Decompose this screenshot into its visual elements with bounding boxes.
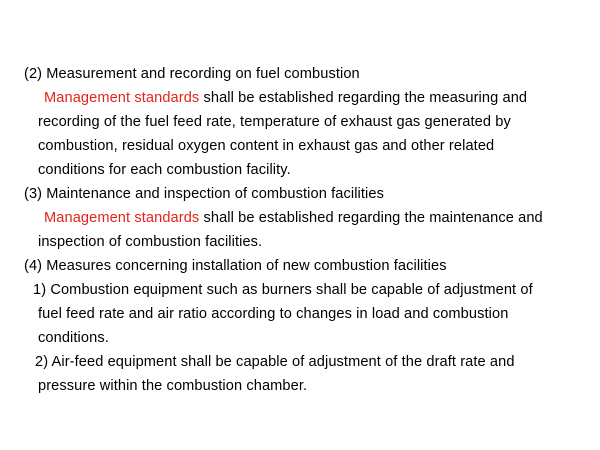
management-standards-highlight: Management standards <box>44 210 200 226</box>
section-4-item-1-line-3: conditions. <box>38 330 109 346</box>
section-4-item-2-line-2: pressure within the combustion chamber. <box>38 378 308 394</box>
section-3-paragraph-line-2: inspection of combustion facilities. <box>38 234 263 250</box>
section-2-paragraph-line-2: recording of the fuel feed rate, temperature of exhaust gas generated by <box>38 114 511 130</box>
section-4-heading: (4) Measures concerning installation of new combustion facilities <box>24 258 447 274</box>
section-4-item-1-line-2: fuel feed rate and air ratio according to changes in load and combustion <box>38 306 509 322</box>
section-3-paragraph-line-1 <box>44 208 543 228</box>
section-4-item-1-line-1: 1) Combustion equipment such as burners shall be capable of adjustment of <box>33 282 533 298</box>
management-standards-highlight: Management standards <box>44 90 200 106</box>
section-2-heading: (2) Measurement and recording on fuel combustion <box>24 66 360 82</box>
section-2-line-1-text: shall be established regarding the measuring and <box>199 90 528 106</box>
section-2-paragraph-line-3: combustion, residual oxygen content in exhaust gas and other related <box>38 138 495 154</box>
section-2-paragraph-line-4: conditions for each combustion facility. <box>38 162 291 178</box>
section-4-item-2-line-1: 2) Air-feed equipment shall be capable of adjustment of the draft rate and <box>35 354 515 370</box>
section-2-paragraph-line-1 <box>44 88 527 108</box>
section-3-line-1-text: shall be established regarding the maintenance and <box>199 210 543 226</box>
section-3-heading: (3) Maintenance and inspection of combustion facilities <box>24 186 384 202</box>
